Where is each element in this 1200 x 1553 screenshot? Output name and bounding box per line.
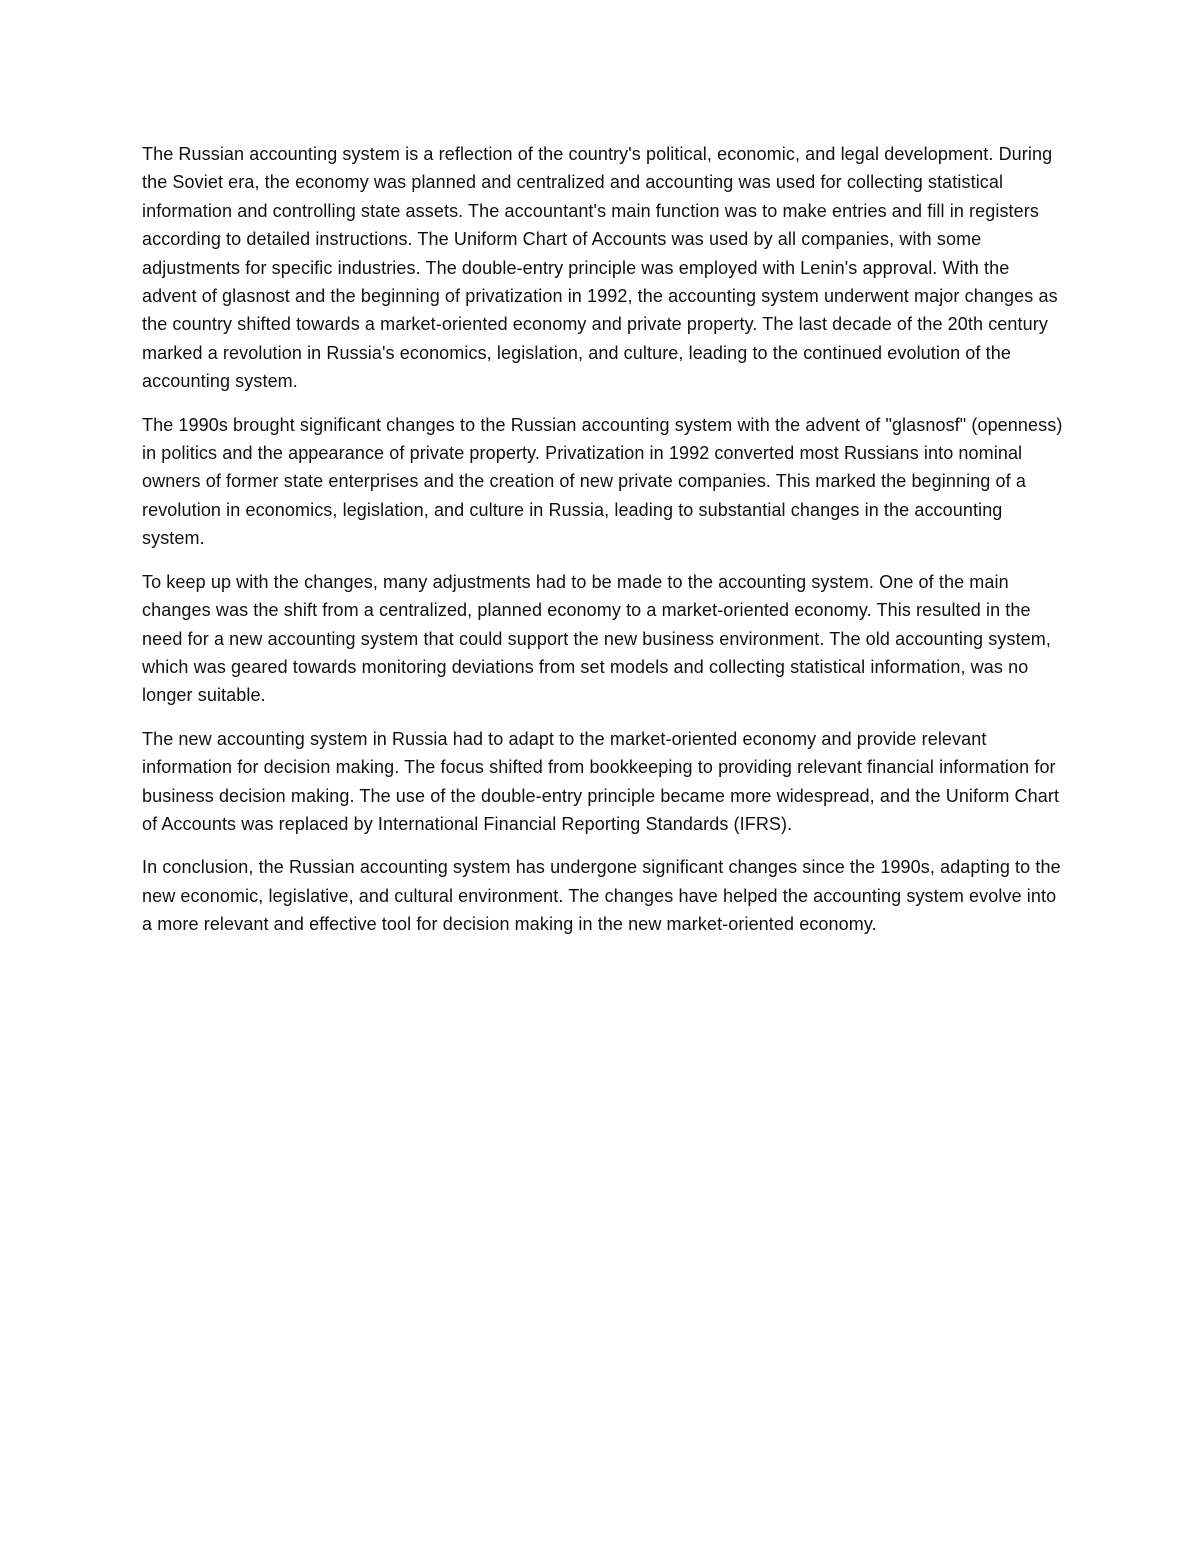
document-body [142,140,1064,954]
paragraph-2: The 1990s brought significant changes to the Russian accounting system with the advent of "glasnosf" (openness) in politics and the appearance of private property. Privatization in 1992 converted most Russians into nominal owners of former state enterprises and the creation of new private companies. This marked the beginning of a revolution in economics, legislation, and culture in Russia, leading to substantial changes in the accounting system. [142,414,1063,549]
paragraph-4: The new accounting system in Russia had to adapt to the market-oriented economy and provide relevant information for decision making. The focus shifted from bookkeeping to providing relevant financial information for business decision making. The use of the double-entry principle became more widespread, and the Uniform Chart of Accounts was replaced by International Financial Reporting Standards (IFRS). [142,728,1060,834]
paragraph-1: The Russian accounting system is a reflection of the country's political, economic, and legal development. During the Soviet era, the economy was planned and centralized and accounting was used for collecting statistical information and controlling state assets. The accountant's main function was to make entries and fill in registers according to detailed instructions. The Uniform Chart of Accounts was used by all companies, with some adjustments for specific industries. The double-entry principle was employed with Lenin's approval. With the advent of glasnost and the beginning of privatization in 1992, the accounting system underwent major changes as the country shifted towards a market-oriented economy and private property. The last decade of the 20th century marked a revolution in Russia's economics, legislation, and culture, leading to the continued evolution of the accounting system. [142,144,1058,392]
paragraph-3: To keep up with the changes, many adjustments had to be made to the accounting system. One of the main changes was the shift from a centralized, planned economy to a market-oriented economy. This resulted in the need for a new accounting system that could support the new business environment. The old accounting system, which was geared towards monitoring deviations from set models and collecting statistical information, was no longer suitable. [142,571,1051,706]
paragraph-5: In conclusion, the Russian accounting system has undergone significant changes since the 1990s, adapting to the new economic, legislative, and cultural environment. The changes have helped the accounting system evolve into a more relevant and effective tool for decision making in the new market-oriented economy. [142,857,1061,935]
